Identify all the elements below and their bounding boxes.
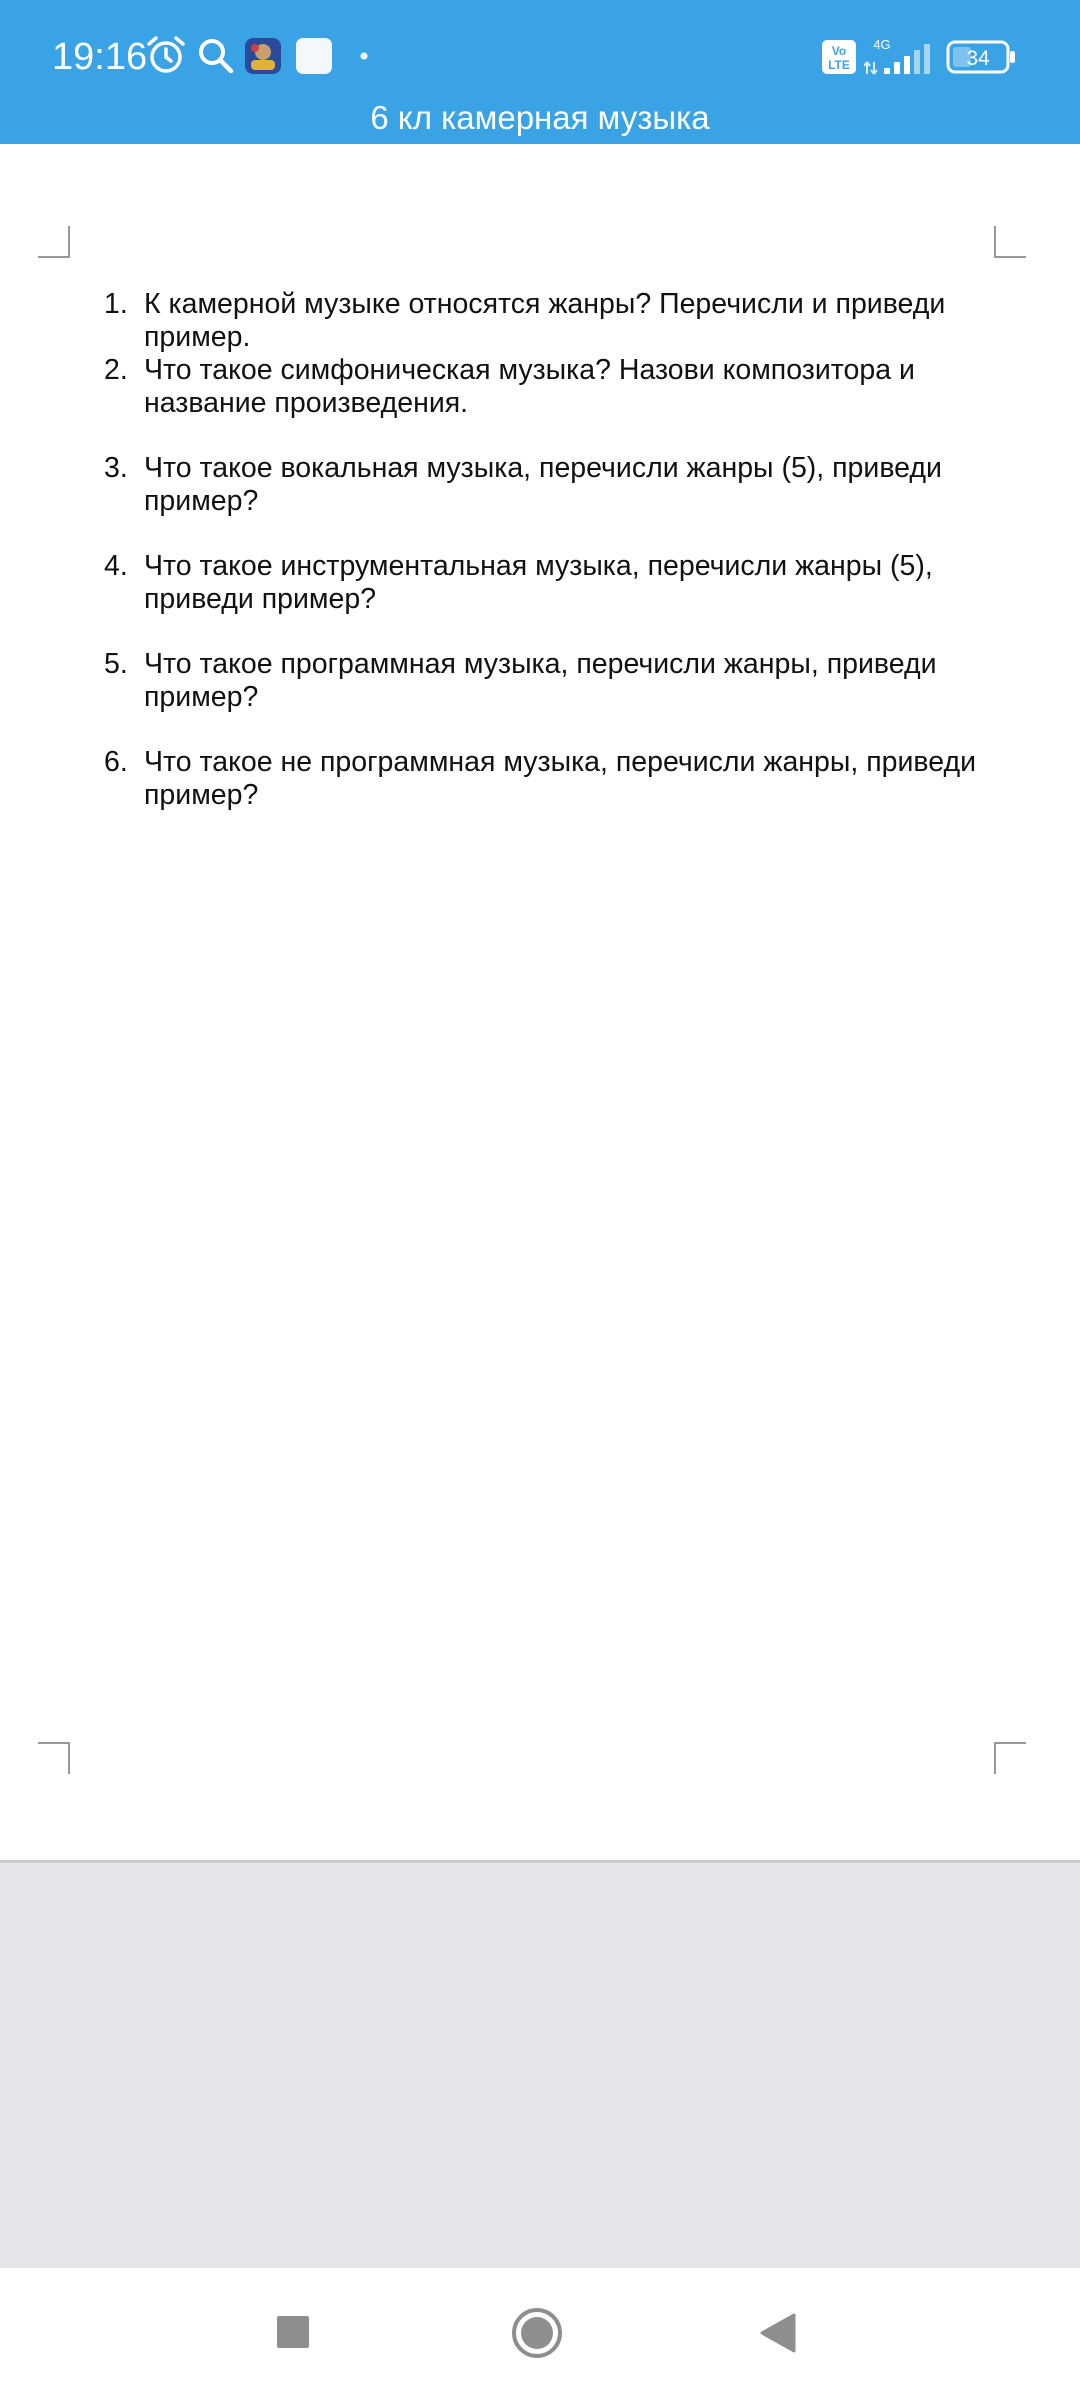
document-title: 6 кл камерная музыка	[370, 99, 710, 136]
volte-icon	[822, 40, 856, 74]
page-margin-corner-top-right	[994, 226, 1026, 258]
question-list	[104, 288, 984, 812]
list-item	[104, 648, 984, 714]
page-margin-corner-top-left	[38, 226, 70, 258]
list-item	[104, 550, 984, 616]
search-icon	[196, 36, 236, 76]
page-margin-corner-bottom-right	[994, 1742, 1026, 1774]
more-notifications-dot-icon	[360, 52, 368, 60]
app-header	[0, 0, 1080, 144]
viewer-background	[0, 1863, 1080, 2268]
question-number: 5.	[104, 648, 128, 680]
question-number: 6.	[104, 746, 128, 778]
question-text: Что такое инструментальная музыка, перечисли жанры (5), приведи пример?	[144, 550, 933, 615]
question-number: 2.	[104, 354, 128, 386]
battery-level-label: 34	[966, 47, 990, 70]
question-text: Что такое симфоническая музыка? Назови композитора и название произведения.	[144, 354, 915, 419]
battery-icon	[946, 40, 1016, 74]
question-number: 4.	[104, 550, 128, 582]
navigation-bar	[0, 2268, 1080, 2400]
question-text: Что такое вокальная музыка, перечисли жанры (5), приведи пример?	[144, 452, 942, 517]
question-text: Что такое программная музыка, перечисли жанры, приведи пример?	[144, 648, 937, 713]
recent-apps-button[interactable]	[275, 2314, 311, 2350]
app-notification-icon	[296, 38, 332, 74]
list-item	[104, 354, 984, 420]
game-app-notification-icon	[245, 38, 281, 74]
alarm-icon	[145, 34, 187, 76]
signal-strength-icon	[864, 36, 934, 76]
home-button[interactable]	[510, 2306, 564, 2360]
volte-top-label: Vo	[831, 44, 847, 58]
list-item	[104, 452, 984, 518]
question-text: Что такое не программная музыка, перечисли жанры, приведи пример?	[144, 746, 976, 811]
list-item	[104, 746, 984, 812]
question-number: 3.	[104, 452, 128, 484]
question-text: К камерной музыке относятся жанры? Перечисли и приведи пример.	[144, 288, 946, 353]
network-type-label: 4G	[873, 37, 891, 52]
back-button[interactable]	[758, 2312, 798, 2354]
volte-bottom-label: LTE	[828, 58, 850, 72]
page-margin-corner-bottom-left	[38, 1742, 70, 1774]
status-time: 19:16	[52, 36, 148, 78]
list-item	[104, 288, 984, 354]
question-number: 1.	[104, 288, 128, 320]
